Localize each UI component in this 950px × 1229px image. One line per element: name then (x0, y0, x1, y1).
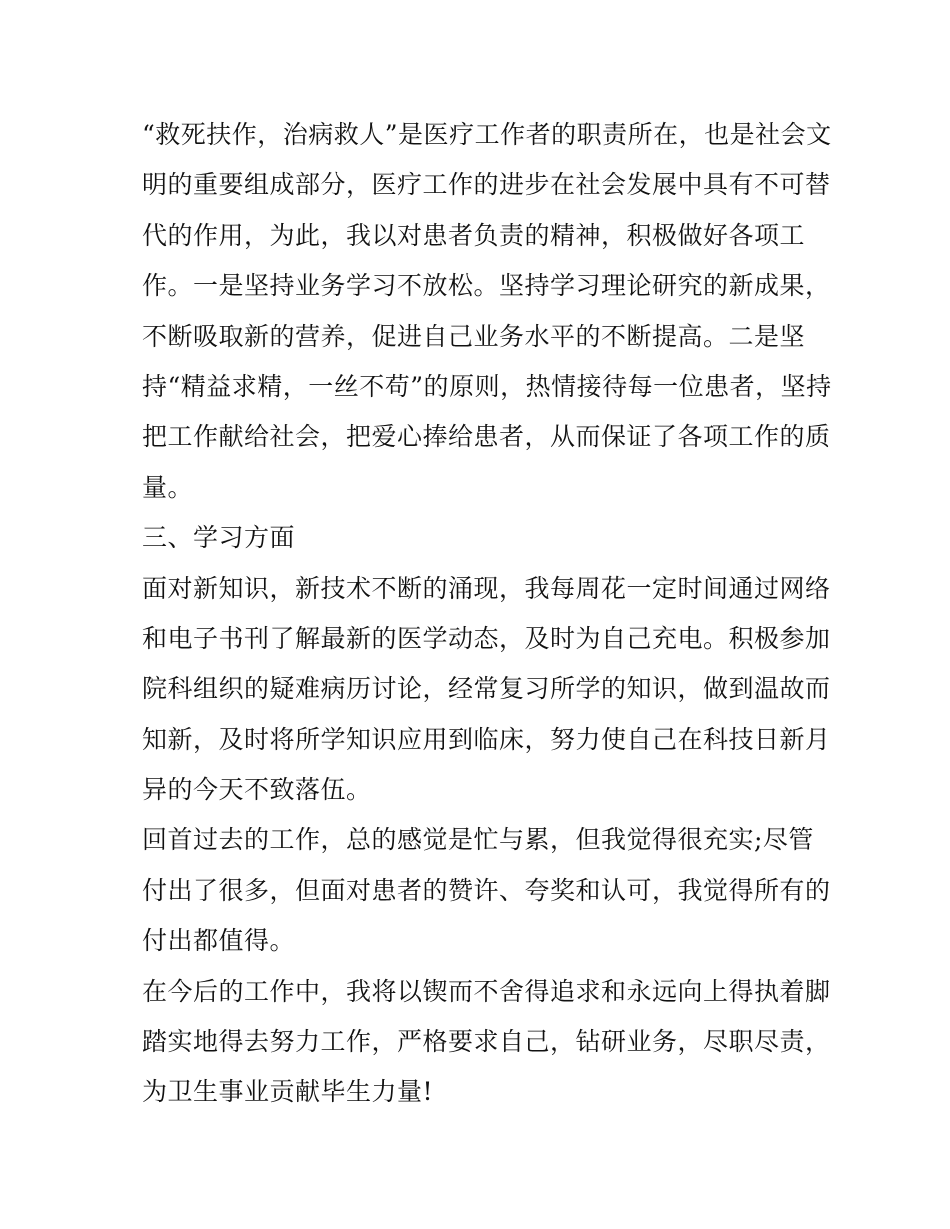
text-line: 知新，及时将所学知识应用到临床，努力使自己在科技日新月 (142, 724, 831, 754)
text-line: “救死扶作，治病救人”是医疗工作者的职责所在，也是社会文 (142, 120, 832, 149)
text-line: 付出了很多，但面对患者的赞许、夸奖和认可，我觉得所有的 (142, 875, 831, 905)
document-body (142, 110, 832, 1118)
text-line: 异的今天不致落伍。 (142, 775, 372, 805)
text-line: 明的重要组成部分，医疗工作的进步在社会发展中具有不可替 (142, 170, 831, 200)
text-line: 院科组织的疑难病历讨论，经常复习所学的知识，做到温故而 (142, 674, 831, 704)
paragraph-medical-duty (142, 110, 832, 513)
paragraph-review (142, 815, 831, 966)
text-line: 代的作用，为此，我以对患者负责的精神，积极做好各项工 (142, 220, 806, 250)
text-line: 付出都值得。 (142, 926, 296, 956)
text-line: 在今后的工作中，我将以锲而不舍得追求和永远向上得执着脚 (142, 976, 831, 1006)
text-line: 面对新知识，新技术不断的涌现，我每周花一定时间通过网络 (142, 573, 831, 603)
text-line: 踏实地得去努力工作，严格要求自己，钻研业务，尽职尽责， (142, 1027, 831, 1057)
paragraph-future (142, 967, 831, 1118)
text-line: 持“精益求精，一丝不苟”的原则，热情接待每一位患者，坚持 (142, 371, 832, 401)
text-line: 为卫生事业贡献毕生力量! (142, 1077, 434, 1107)
section-heading-study (142, 513, 817, 563)
text-line: 不断吸取新的营养，促进自己业务水平的不断提高。二是坚 (142, 321, 806, 351)
text-line: 作。一是坚持业务学习不放松。坚持学习理论研究的新成果， (142, 271, 831, 301)
text-line: 回首过去的工作，总的感觉是忙与累，但我觉得很充实;尽管 (142, 825, 814, 855)
paragraph-study (142, 564, 831, 816)
text-line: 把工作献给社会，把爱心捧给患者，从而保证了各项工作的质 (142, 422, 831, 452)
text-line: 量。 (142, 472, 194, 502)
heading-line: 三、学习方面 (142, 523, 296, 553)
text-line: 和电子书刊了解最新的医学动态，及时为自己充电。积极参加 (142, 623, 831, 653)
